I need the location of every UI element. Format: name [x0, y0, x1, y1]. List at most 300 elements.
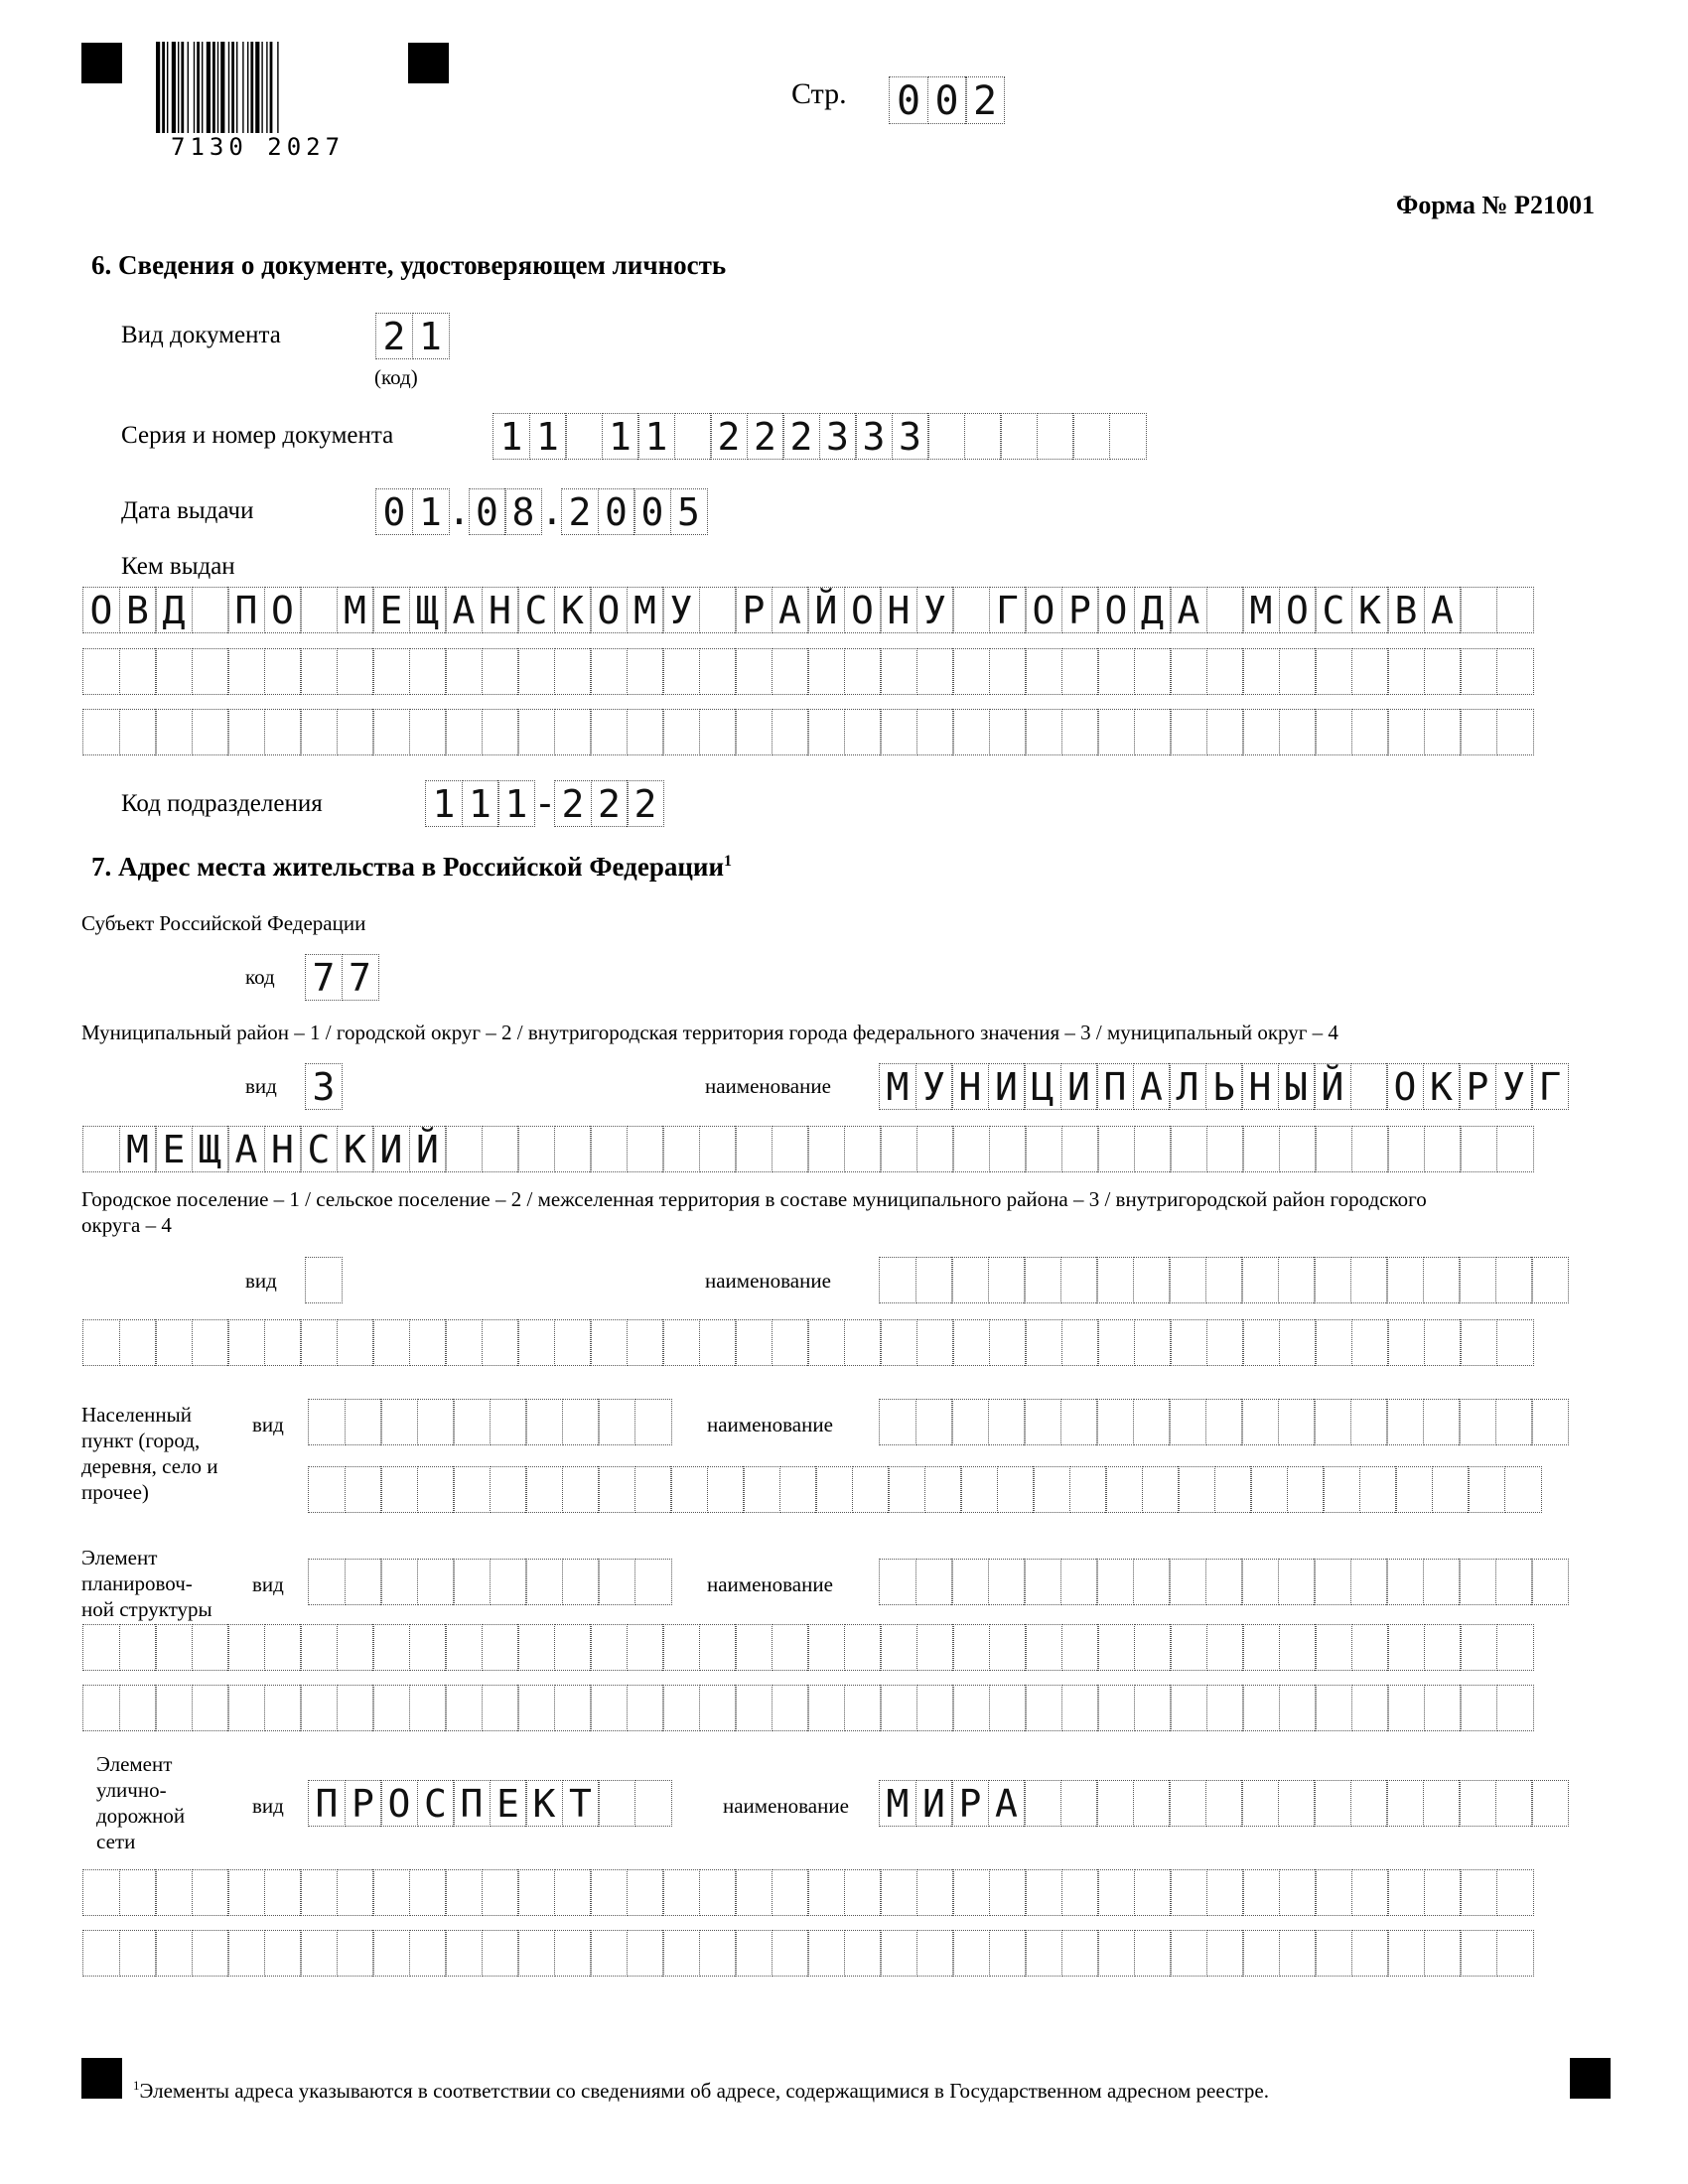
- char-cell[interactable]: [1242, 1930, 1280, 1977]
- char-cell[interactable]: [525, 1559, 563, 1605]
- char-cell[interactable]: М: [337, 587, 374, 633]
- char-cell[interactable]: [380, 1559, 418, 1605]
- char-cell[interactable]: [852, 1466, 890, 1513]
- char-cell[interactable]: М: [879, 1063, 916, 1110]
- char-cell[interactable]: [807, 1319, 845, 1366]
- char-cell[interactable]: [82, 1126, 120, 1172]
- char-cell[interactable]: [1170, 1930, 1207, 1977]
- char-cell[interactable]: [627, 648, 664, 695]
- char-cell[interactable]: [1206, 1685, 1244, 1731]
- char-cell[interactable]: [372, 1685, 410, 1731]
- char-cell[interactable]: 2: [591, 780, 629, 827]
- char-cell[interactable]: [1424, 1624, 1462, 1671]
- char-cell[interactable]: [952, 1126, 990, 1172]
- char-cell[interactable]: С: [417, 1780, 455, 1827]
- char-cell[interactable]: Й: [1314, 1063, 1351, 1110]
- char-cell[interactable]: [735, 1126, 773, 1172]
- char-cell[interactable]: Н: [264, 1126, 302, 1172]
- char-cell[interactable]: [1531, 1399, 1569, 1445]
- char-cell[interactable]: [916, 1624, 954, 1671]
- char-cell[interactable]: [227, 1869, 265, 1916]
- char-cell[interactable]: [1096, 1257, 1134, 1303]
- char-cell[interactable]: [300, 648, 338, 695]
- char-cell[interactable]: П: [227, 587, 265, 633]
- char-cell[interactable]: [1025, 1869, 1062, 1916]
- char-cell[interactable]: [989, 1685, 1027, 1731]
- char-cell[interactable]: [989, 1869, 1027, 1916]
- char-cell[interactable]: [1279, 1624, 1317, 1671]
- char-cell[interactable]: [1170, 1624, 1207, 1671]
- char-cell[interactable]: [1024, 1780, 1061, 1827]
- char-cell[interactable]: [1061, 1930, 1099, 1977]
- char-cell[interactable]: [627, 1126, 664, 1172]
- char-cell[interactable]: [1142, 1466, 1180, 1513]
- char-cell[interactable]: [964, 413, 1002, 460]
- char-cell[interactable]: [1024, 1559, 1061, 1605]
- char-cell[interactable]: 8: [504, 488, 542, 535]
- char-cell[interactable]: [988, 1399, 1026, 1445]
- char-cell[interactable]: [445, 1319, 483, 1366]
- char-cell[interactable]: [155, 1319, 193, 1366]
- char-cell[interactable]: [409, 1685, 447, 1731]
- char-cell[interactable]: У: [916, 587, 954, 633]
- char-cell[interactable]: [554, 648, 592, 695]
- char-cell[interactable]: [1315, 1685, 1352, 1731]
- char-cell[interactable]: [1423, 1257, 1461, 1303]
- char-cell[interactable]: [227, 1685, 265, 1731]
- char-cell[interactable]: [1279, 1126, 1317, 1172]
- char-cell[interactable]: [554, 1685, 592, 1731]
- char-cell[interactable]: [1424, 709, 1462, 755]
- char-cell[interactable]: [735, 709, 773, 755]
- char-cell[interactable]: [554, 1126, 592, 1172]
- char-cell[interactable]: [1315, 1624, 1352, 1671]
- char-cell[interactable]: [305, 1257, 343, 1303]
- char-cell[interactable]: [227, 648, 265, 695]
- char-cell[interactable]: [1206, 1869, 1244, 1916]
- char-cell[interactable]: [155, 1930, 193, 1977]
- char-cell[interactable]: [699, 1126, 737, 1172]
- char-cell[interactable]: [1072, 413, 1110, 460]
- char-cell[interactable]: [916, 1869, 954, 1916]
- char-cell[interactable]: [590, 1319, 628, 1366]
- char-cell[interactable]: [1496, 648, 1534, 695]
- char-cell[interactable]: [119, 1624, 157, 1671]
- char-cell[interactable]: [779, 1466, 817, 1513]
- char-cell[interactable]: 1: [425, 780, 463, 827]
- char-cell[interactable]: Н: [880, 587, 917, 633]
- char-cell[interactable]: 2: [710, 413, 748, 460]
- char-cell[interactable]: [1133, 1780, 1171, 1827]
- char-cell[interactable]: [1134, 1869, 1172, 1916]
- char-cell[interactable]: [1386, 1399, 1424, 1445]
- char-cell[interactable]: [1423, 1559, 1461, 1605]
- char-cell[interactable]: [888, 1466, 925, 1513]
- char-cell[interactable]: [743, 1466, 780, 1513]
- char-cell[interactable]: [1096, 1559, 1134, 1605]
- char-cell[interactable]: О: [844, 587, 882, 633]
- char-cell[interactable]: П: [1096, 1063, 1134, 1110]
- char-cell[interactable]: Р: [951, 1780, 989, 1827]
- char-cell[interactable]: Г: [1531, 1063, 1569, 1110]
- char-cell[interactable]: [916, 1685, 954, 1731]
- char-cell[interactable]: [1459, 1559, 1496, 1605]
- char-cell[interactable]: [880, 1930, 917, 1977]
- char-cell[interactable]: [1206, 1319, 1244, 1366]
- char-cell[interactable]: [880, 1869, 917, 1916]
- char-cell[interactable]: [1495, 1780, 1533, 1827]
- char-cell[interactable]: И: [988, 1063, 1026, 1110]
- char-cell[interactable]: [927, 413, 965, 460]
- char-cell[interactable]: [525, 1466, 563, 1513]
- char-cell[interactable]: [772, 1126, 809, 1172]
- char-cell[interactable]: [1025, 1930, 1062, 1977]
- char-cell[interactable]: 1: [529, 413, 567, 460]
- char-cell[interactable]: [1460, 587, 1497, 633]
- char-cell[interactable]: [880, 709, 917, 755]
- char-cell[interactable]: [308, 1559, 346, 1605]
- char-cell[interactable]: [1351, 1319, 1389, 1366]
- char-cell[interactable]: [1432, 1466, 1470, 1513]
- char-cell[interactable]: 5: [670, 488, 708, 535]
- char-cell[interactable]: [562, 1466, 600, 1513]
- char-cell[interactable]: А: [1170, 587, 1207, 633]
- char-cell[interactable]: [1061, 1126, 1099, 1172]
- char-cell[interactable]: [590, 1930, 628, 1977]
- char-cell[interactable]: [192, 1869, 229, 1916]
- char-cell[interactable]: [916, 648, 954, 695]
- char-cell[interactable]: М: [1242, 587, 1280, 633]
- char-cell[interactable]: [192, 587, 229, 633]
- char-cell[interactable]: [1315, 648, 1352, 695]
- char-cell[interactable]: И: [1060, 1063, 1098, 1110]
- char-cell[interactable]: [517, 1319, 555, 1366]
- char-cell[interactable]: [192, 709, 229, 755]
- char-cell[interactable]: [772, 648, 809, 695]
- char-cell[interactable]: [1060, 1399, 1098, 1445]
- char-cell[interactable]: [554, 709, 592, 755]
- char-cell[interactable]: [1242, 1869, 1280, 1916]
- char-cell[interactable]: [1097, 709, 1135, 755]
- char-cell[interactable]: [1315, 1126, 1352, 1172]
- char-cell[interactable]: [1169, 1559, 1206, 1605]
- char-cell[interactable]: [1242, 648, 1280, 695]
- char-cell[interactable]: [517, 1685, 555, 1731]
- char-cell[interactable]: [634, 1399, 672, 1445]
- char-cell[interactable]: [662, 1624, 700, 1671]
- char-cell[interactable]: [1350, 1780, 1388, 1827]
- char-cell[interactable]: [1169, 1399, 1206, 1445]
- char-cell[interactable]: [915, 1399, 953, 1445]
- char-cell[interactable]: [880, 648, 917, 695]
- char-cell[interactable]: [1323, 1466, 1360, 1513]
- char-cell[interactable]: [879, 1559, 916, 1605]
- char-cell[interactable]: [1170, 1319, 1207, 1366]
- char-cell[interactable]: Г: [989, 587, 1027, 633]
- char-cell[interactable]: -: [533, 781, 557, 825]
- char-cell[interactable]: [192, 1930, 229, 1977]
- char-cell[interactable]: С: [300, 1126, 338, 1172]
- char-cell[interactable]: [1134, 1126, 1172, 1172]
- char-cell[interactable]: [445, 709, 483, 755]
- char-cell[interactable]: [1169, 1780, 1206, 1827]
- char-cell[interactable]: [627, 1930, 664, 1977]
- char-cell[interactable]: [1241, 1780, 1279, 1827]
- char-cell[interactable]: [1387, 1624, 1425, 1671]
- char-cell[interactable]: [1025, 1624, 1062, 1671]
- char-cell[interactable]: [227, 709, 265, 755]
- char-cell[interactable]: [1495, 1257, 1533, 1303]
- char-cell[interactable]: [1351, 648, 1389, 695]
- char-cell[interactable]: [1531, 1780, 1569, 1827]
- char-cell[interactable]: [1278, 1780, 1316, 1827]
- char-cell[interactable]: [1069, 1466, 1107, 1513]
- char-cell[interactable]: [735, 1624, 773, 1671]
- char-cell[interactable]: 2: [965, 76, 1005, 124]
- char-cell[interactable]: 1: [497, 780, 535, 827]
- char-cell[interactable]: [1351, 1930, 1389, 1977]
- char-cell[interactable]: [1025, 1126, 1062, 1172]
- char-cell[interactable]: К: [554, 587, 592, 633]
- char-cell[interactable]: [952, 709, 990, 755]
- char-cell[interactable]: [598, 1399, 635, 1445]
- char-cell[interactable]: Р: [345, 1780, 382, 1827]
- char-cell[interactable]: Ц: [1024, 1063, 1061, 1110]
- char-cell[interactable]: [1459, 1399, 1496, 1445]
- char-cell[interactable]: [590, 1126, 628, 1172]
- char-cell[interactable]: [264, 1930, 302, 1977]
- char-cell[interactable]: [1097, 1685, 1135, 1731]
- char-cell[interactable]: [380, 1399, 418, 1445]
- char-cell[interactable]: М: [627, 587, 664, 633]
- char-cell[interactable]: [1424, 1319, 1462, 1366]
- char-cell[interactable]: [409, 1624, 447, 1671]
- char-cell[interactable]: В: [1387, 587, 1425, 633]
- char-cell[interactable]: [815, 1466, 853, 1513]
- char-cell[interactable]: [1278, 1257, 1316, 1303]
- char-cell[interactable]: [300, 1869, 338, 1916]
- char-cell[interactable]: [1314, 1399, 1351, 1445]
- char-cell[interactable]: Й: [409, 1126, 447, 1172]
- char-cell[interactable]: [952, 648, 990, 695]
- char-cell[interactable]: [1061, 709, 1099, 755]
- char-cell[interactable]: [772, 1319, 809, 1366]
- char-cell[interactable]: [880, 1319, 917, 1366]
- char-cell[interactable]: [372, 1930, 410, 1977]
- char-cell[interactable]: [372, 1319, 410, 1366]
- char-cell[interactable]: [1387, 1319, 1425, 1366]
- char-cell[interactable]: [1025, 1685, 1062, 1731]
- char-cell[interactable]: [1496, 1624, 1534, 1671]
- char-cell[interactable]: [1134, 1624, 1172, 1671]
- char-cell[interactable]: [1314, 1559, 1351, 1605]
- char-cell[interactable]: [1061, 1869, 1099, 1916]
- char-cell[interactable]: В: [119, 587, 157, 633]
- char-cell[interactable]: М: [119, 1126, 157, 1172]
- char-cell[interactable]: [372, 1624, 410, 1671]
- char-cell[interactable]: [337, 1685, 374, 1731]
- char-cell[interactable]: 3: [892, 413, 929, 460]
- char-cell[interactable]: [82, 709, 120, 755]
- char-cell[interactable]: [879, 1257, 916, 1303]
- char-cell[interactable]: [1178, 1466, 1215, 1513]
- char-cell[interactable]: [1134, 709, 1172, 755]
- char-cell[interactable]: [1170, 1869, 1207, 1916]
- char-cell[interactable]: [662, 648, 700, 695]
- char-cell[interactable]: [1241, 1257, 1279, 1303]
- char-cell[interactable]: [735, 1869, 773, 1916]
- char-cell[interactable]: [1134, 1685, 1172, 1731]
- char-cell[interactable]: [844, 1869, 882, 1916]
- char-cell[interactable]: [1170, 1685, 1207, 1731]
- char-cell[interactable]: [308, 1466, 346, 1513]
- char-cell[interactable]: [264, 648, 302, 695]
- char-cell[interactable]: [807, 648, 845, 695]
- char-cell[interactable]: [372, 1869, 410, 1916]
- char-cell[interactable]: [1460, 1126, 1497, 1172]
- char-cell[interactable]: [525, 1399, 563, 1445]
- char-cell[interactable]: [192, 1319, 229, 1366]
- char-cell[interactable]: 2: [375, 313, 413, 359]
- char-cell[interactable]: [155, 1685, 193, 1731]
- char-cell[interactable]: [1025, 709, 1062, 755]
- char-cell[interactable]: Д: [155, 587, 193, 633]
- char-cell[interactable]: [989, 1930, 1027, 1977]
- char-cell[interactable]: [1350, 1063, 1388, 1110]
- char-cell[interactable]: [916, 1930, 954, 1977]
- char-cell[interactable]: [699, 587, 737, 633]
- char-cell[interactable]: [1134, 648, 1172, 695]
- char-cell[interactable]: Д: [1134, 587, 1172, 633]
- char-cell[interactable]: [735, 1685, 773, 1731]
- char-cell[interactable]: [1279, 1685, 1317, 1731]
- char-cell[interactable]: [227, 1930, 265, 1977]
- char-cell[interactable]: [1359, 1466, 1397, 1513]
- char-cell[interactable]: [1495, 1559, 1533, 1605]
- char-cell[interactable]: С: [517, 587, 555, 633]
- char-cell[interactable]: [1025, 1319, 1062, 1366]
- char-cell[interactable]: [989, 1624, 1027, 1671]
- char-cell[interactable]: [1279, 648, 1317, 695]
- char-cell[interactable]: [924, 1466, 962, 1513]
- char-cell[interactable]: [490, 1559, 527, 1605]
- char-cell[interactable]: [634, 1780, 672, 1827]
- char-cell[interactable]: [807, 1869, 845, 1916]
- char-cell[interactable]: [1097, 1319, 1135, 1366]
- char-cell[interactable]: [1097, 1126, 1135, 1172]
- char-cell[interactable]: [1033, 1466, 1070, 1513]
- char-cell[interactable]: [1206, 1624, 1244, 1671]
- char-cell[interactable]: [1459, 1257, 1496, 1303]
- char-cell[interactable]: 1: [637, 413, 675, 460]
- char-cell[interactable]: [707, 1466, 745, 1513]
- char-cell[interactable]: [1061, 1685, 1099, 1731]
- char-cell[interactable]: [988, 1559, 1026, 1605]
- char-cell[interactable]: 7: [342, 954, 379, 1001]
- char-cell[interactable]: [409, 1869, 447, 1916]
- char-cell[interactable]: [1206, 587, 1244, 633]
- char-cell[interactable]: [1133, 1399, 1171, 1445]
- char-cell[interactable]: [192, 648, 229, 695]
- char-cell[interactable]: [662, 1319, 700, 1366]
- char-cell[interactable]: [1205, 1257, 1243, 1303]
- char-cell[interactable]: У: [662, 587, 700, 633]
- char-cell[interactable]: [952, 1930, 990, 1977]
- char-cell[interactable]: [1279, 1869, 1317, 1916]
- char-cell[interactable]: [264, 1685, 302, 1731]
- char-cell[interactable]: П: [308, 1780, 346, 1827]
- char-cell[interactable]: Н: [482, 587, 519, 633]
- char-cell[interactable]: 0: [375, 488, 413, 535]
- char-cell[interactable]: О: [380, 1780, 418, 1827]
- char-cell[interactable]: [372, 709, 410, 755]
- char-cell[interactable]: [1242, 1319, 1280, 1366]
- char-cell[interactable]: [345, 1559, 382, 1605]
- char-cell[interactable]: [337, 1869, 374, 1916]
- char-cell[interactable]: [772, 1624, 809, 1671]
- char-cell[interactable]: [1025, 648, 1062, 695]
- char-cell[interactable]: [445, 1126, 483, 1172]
- char-cell[interactable]: [1060, 1559, 1098, 1605]
- char-cell[interactable]: О: [590, 587, 628, 633]
- char-cell[interactable]: [82, 1624, 120, 1671]
- char-cell[interactable]: [1206, 709, 1244, 755]
- char-cell[interactable]: [1097, 1869, 1135, 1916]
- char-cell[interactable]: [1096, 1399, 1134, 1445]
- char-cell[interactable]: [879, 1399, 916, 1445]
- char-cell[interactable]: [627, 1624, 664, 1671]
- char-cell[interactable]: [1496, 587, 1534, 633]
- char-cell[interactable]: 0: [469, 488, 506, 535]
- char-cell[interactable]: [1206, 1126, 1244, 1172]
- char-cell[interactable]: [1315, 1930, 1352, 1977]
- char-cell[interactable]: 0: [633, 488, 671, 535]
- char-cell[interactable]: [482, 1930, 519, 1977]
- char-cell[interactable]: [119, 1930, 157, 1977]
- char-cell[interactable]: [1242, 1624, 1280, 1671]
- char-cell[interactable]: [192, 1624, 229, 1671]
- char-cell[interactable]: [417, 1559, 455, 1605]
- char-cell[interactable]: [1242, 1126, 1280, 1172]
- char-cell[interactable]: С: [1315, 587, 1352, 633]
- char-cell[interactable]: [1386, 1780, 1424, 1827]
- char-cell[interactable]: [951, 1399, 989, 1445]
- char-cell[interactable]: 3: [855, 413, 893, 460]
- char-cell[interactable]: [372, 648, 410, 695]
- char-cell[interactable]: 3: [305, 1063, 343, 1110]
- char-cell[interactable]: [1037, 413, 1074, 460]
- char-cell[interactable]: [1061, 1624, 1099, 1671]
- char-cell[interactable]: [1351, 1869, 1389, 1916]
- char-cell[interactable]: 1: [412, 313, 450, 359]
- char-cell[interactable]: Щ: [192, 1126, 229, 1172]
- char-cell[interactable]: [1134, 1930, 1172, 1977]
- char-cell[interactable]: А: [1133, 1063, 1171, 1110]
- char-cell[interactable]: [554, 1869, 592, 1916]
- char-cell[interactable]: [562, 1559, 600, 1605]
- char-cell[interactable]: [590, 1685, 628, 1731]
- char-cell[interactable]: Й: [807, 587, 845, 633]
- char-cell[interactable]: [119, 1685, 157, 1731]
- char-cell[interactable]: [915, 1559, 953, 1605]
- char-cell[interactable]: [1314, 1257, 1351, 1303]
- char-cell[interactable]: [634, 1466, 672, 1513]
- char-cell[interactable]: [590, 648, 628, 695]
- char-cell[interactable]: [627, 1869, 664, 1916]
- char-cell[interactable]: [119, 648, 157, 695]
- char-cell[interactable]: [155, 709, 193, 755]
- char-cell[interactable]: [490, 1399, 527, 1445]
